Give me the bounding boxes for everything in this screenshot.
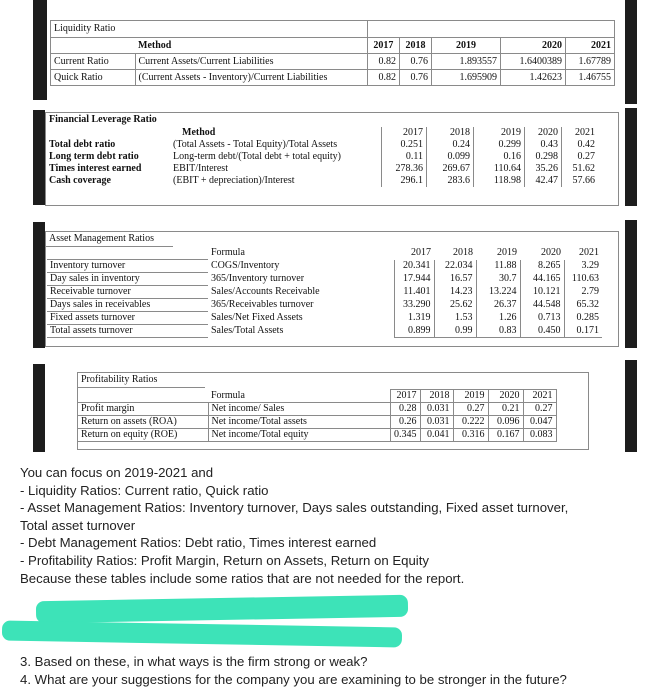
question-4: 4. What are your suggestions for the company you are examining to be stronger in the future? (20, 672, 567, 687)
table-row: Times interest earned EBIT/Interest 278.36 269.67 110.64 35.26 51.62 (46, 163, 598, 175)
note-line: You can focus on 2019-2021 and (20, 465, 214, 480)
left-edge-bar (33, 222, 45, 348)
liquidity-method-header: Method (135, 38, 367, 54)
liquidity-table (50, 20, 615, 86)
asset-mgmt-table: Formula 2017 2018 2019 2020 2021 Inventory turnover COGS/Inventory 20.341 22.034 11.88 8.265 3.29 Day sales in inventory 365/Inventory turnover 17.944 16.57 30.7 44.165 110.63 Receivable turnover Sales/Accounts Receivable 11.401 14.23 13.224 10.121 2.79 Days sales in receivables 365/Receivables turnover 33.290 25.62 26.37 44.548 65.32 Fixed assets turnover Sales/Net Fixed Assets 1.319 1.53 1.26 0.713 0.285 Total assets turnover Sales/Total Assets 0.899 0.99 0.83 0.450 0.171 (47, 247, 602, 338)
table-row: Return on equity (ROE) Net income/Total equity 0.345 0.041 0.316 0.167 0.083 (78, 429, 556, 442)
question-3: 3. Based on these, in what ways is the firm strong or weak? (20, 654, 368, 669)
redaction-highlight (2, 621, 402, 648)
year-2021: 2021 (566, 38, 615, 54)
leverage-title: Financial Leverage Ratio (49, 114, 157, 125)
note-line: - Liquidity Ratios: Current ratio, Quick ratio (20, 482, 269, 498)
note-line: - Asset Management Ratios: Inventory turnover, Days sales outstanding, Fixed asset turnover, (20, 500, 569, 516)
table-row: Current Ratio Current Assets/Current Liabilities 0.82 0.76 1.893557 1.6400389 1.67789 (51, 54, 615, 70)
liquidity-title: Liquidity Ratio (51, 21, 368, 38)
year-2019: 2019 (432, 38, 501, 54)
redaction-highlight (36, 595, 408, 623)
table-row: Total debt ratio (Total Assets - Total Equity)/Total Assets 0.251 0.24 0.299 0.43 0.42 (46, 139, 598, 151)
right-edge-bar (625, 108, 637, 206)
profitability-title: Profitability Ratios (81, 374, 158, 385)
leverage-method-header: Method (182, 127, 216, 138)
year-2020: 2020 (501, 38, 566, 54)
instructions-text (20, 464, 640, 587)
profitability-table: Formula 2017 2018 2019 2020 2021 Profit margin Net income/ Sales 0.28 0.031 0.27 0.21 0.27 Return on assets (ROA) Net income/Total assets 0.26 0.031 0.222 0.096 0.047 Return on equity (ROE) Net income/Total equity 0.345 0.041 0.316 0.167 0.083 (78, 389, 557, 442)
right-edge-bar (625, 0, 637, 104)
table-row: Day sales in inventory 365/Inventory turnover 17.944 16.57 30.7 44.165 110.63 (47, 273, 602, 286)
table-row: Fixed assets turnover Sales/Net Fixed Assets 1.319 1.53 1.26 0.713 0.285 (47, 312, 602, 325)
right-edge-bar (625, 360, 637, 452)
table-row: Days sales in receivables 365/Receivables turnover 33.290 25.62 26.37 44.548 65.32 (47, 299, 602, 312)
left-edge-bar (33, 110, 45, 205)
leverage-table: Method 2017 2018 2019 2020 2021 Total debt ratio (Total Assets - Total Equity)/Total Assets 0.251 0.24 0.299 0.43 0.42 Long term debt ratio Long-term debt/(Total debt + total equity) 0.11 0.099 0.16 0.298 0.27 Times interest earned EBIT/Interest 278.36 269.67 110.64 35.26 51.62 Cash coverage (EBIT + depreciation)/Interest 296.1 283.6 118.98 42.47 57.66 (46, 127, 598, 187)
table-row: Receivable turnover Sales/Accounts Receivable 11.401 14.23 13.224 10.121 2.79 (47, 286, 602, 299)
note-line: Because these tables include some ratios that are not needed for the report. (20, 570, 465, 586)
year-2017: 2017 (367, 38, 399, 54)
profitability-formula-header: Formula (211, 389, 245, 401)
table-row: Total assets turnover Sales/Total Assets 0.899 0.99 0.83 0.450 0.171 (47, 325, 602, 338)
left-edge-bar (33, 0, 47, 100)
right-edge-bar (625, 220, 637, 348)
asset-mgmt-formula-header: Formula (211, 247, 245, 259)
table-row: Cash coverage (EBIT + depreciation)/Interest 296.1 283.6 118.98 42.47 57.66 (46, 175, 598, 187)
note-line: Total asset turnover (20, 517, 136, 533)
table-row: Return on assets (ROA) Net income/Total assets 0.26 0.031 0.222 0.096 0.047 (78, 416, 556, 429)
table-row: Profit margin Net income/ Sales 0.28 0.031 0.27 0.21 0.27 (78, 403, 556, 416)
asset-mgmt-title: Asset Management Ratios (49, 233, 154, 244)
table-row: Long term debt ratio Long-term debt/(Total debt + total equity) 0.11 0.099 0.16 0.298 0.27 (46, 151, 598, 163)
year-2018: 2018 (399, 38, 431, 54)
left-edge-bar (33, 364, 45, 452)
table-row: Quick Ratio (Current Assets - Inventory)/Current Liabilities 0.82 0.76 1.695909 1.42623 1.46755 (51, 70, 615, 86)
note-line: - Debt Management Ratios: Debt ratio, Times interest earned (20, 535, 377, 551)
profitability-title-underline (77, 387, 205, 388)
note-line: - Profitability Ratios: Profit Margin, Return on Assets, Return on Equity (20, 552, 429, 568)
table-row: Inventory turnover COGS/Inventory 20.341 22.034 11.88 8.265 3.29 (47, 260, 602, 273)
